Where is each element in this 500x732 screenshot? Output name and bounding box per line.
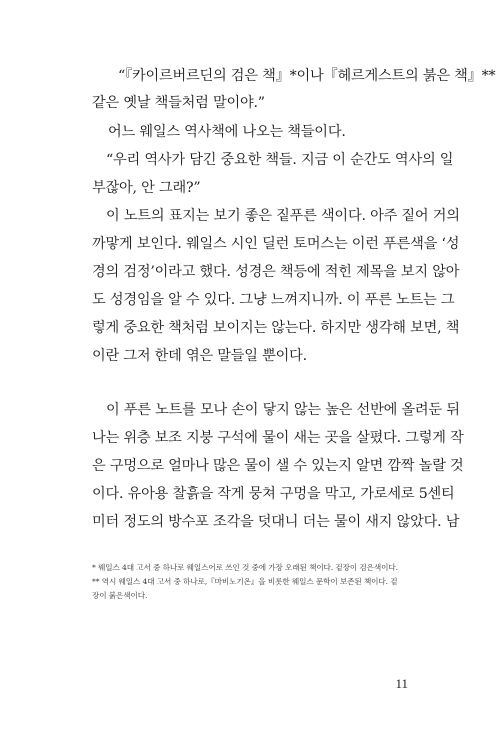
body-line: 이 노트의 표지는 보기 좋은 짙푸른 색이다. 아주 짙어 거의: [106, 208, 460, 224]
body-line: 같은 옛날 책들처럼 말이야.”: [92, 95, 265, 111]
body-line: 이란 그저 한데 엮은 말들일 뿐이다.: [92, 348, 307, 364]
page-number: 11: [395, 676, 408, 691]
body-line: “『카이르버르딘의 검은 책』*이나『헤르게스트의 붉은 책』**: [118, 68, 496, 84]
body-line: 은 구멍으로 얼마나 많은 물이 샐 수 있는지 알면 깜짝 놀랄 것: [92, 458, 464, 474]
footnote-2-continued: 장이 붉은색이다.: [92, 591, 148, 600]
body-line: 까맣게 보인다. 웨일스 시인 딜런 토머스는 이런 푸른색을 ‘성: [92, 236, 460, 252]
body-line: 경의 검정’이라고 했다. 성경은 책등에 적힌 제목을 보지 않아: [92, 264, 460, 280]
footnote-1: * 웨일스 4대 고서 중 하나로 웨일스어로 쓰인 것 중에 가장 오래된 책이다. 겉장이 검은색이다.: [92, 563, 398, 572]
body-line: 미터 정도의 방수포 조각을 덧대니 더는 물이 새지 않았다. 남: [92, 514, 460, 530]
body-line: 나는 위층 보조 지붕 구석에 물이 새는 곳을 살폈다. 그렇게 작: [92, 430, 464, 446]
body-line: 도 성경임을 알 수 있다. 그냥 느껴지니까. 이 푸른 노트는 그: [92, 292, 455, 308]
footnote-2: ** 역시 웨일스 4대 고서 중 하나로,『마비노기온』을 비롯한 웨일스 문학이 보존된 책이다. 겉: [92, 577, 398, 586]
body-line: 어느 웨일스 역사책에 나오는 책들이다.: [108, 124, 346, 140]
body-line: 렇게 중요한 책처럼 보이지는 않는다. 하지만 생각해 보면, 책: [92, 320, 460, 336]
body-line: 부잖아, 안 그래?”: [92, 180, 201, 196]
body-line: 이다. 유아용 찰흙을 작게 뭉쳐 구멍을 막고, 가로세로 5센티: [92, 486, 455, 502]
body-line: 이 푸른 노트를 모나 손이 닿지 않는 높은 선반에 올려둔 뒤: [106, 402, 460, 418]
body-line: “우리 역사가 담긴 중요한 책들. 지금 이 순간도 역사의 일: [106, 152, 454, 168]
